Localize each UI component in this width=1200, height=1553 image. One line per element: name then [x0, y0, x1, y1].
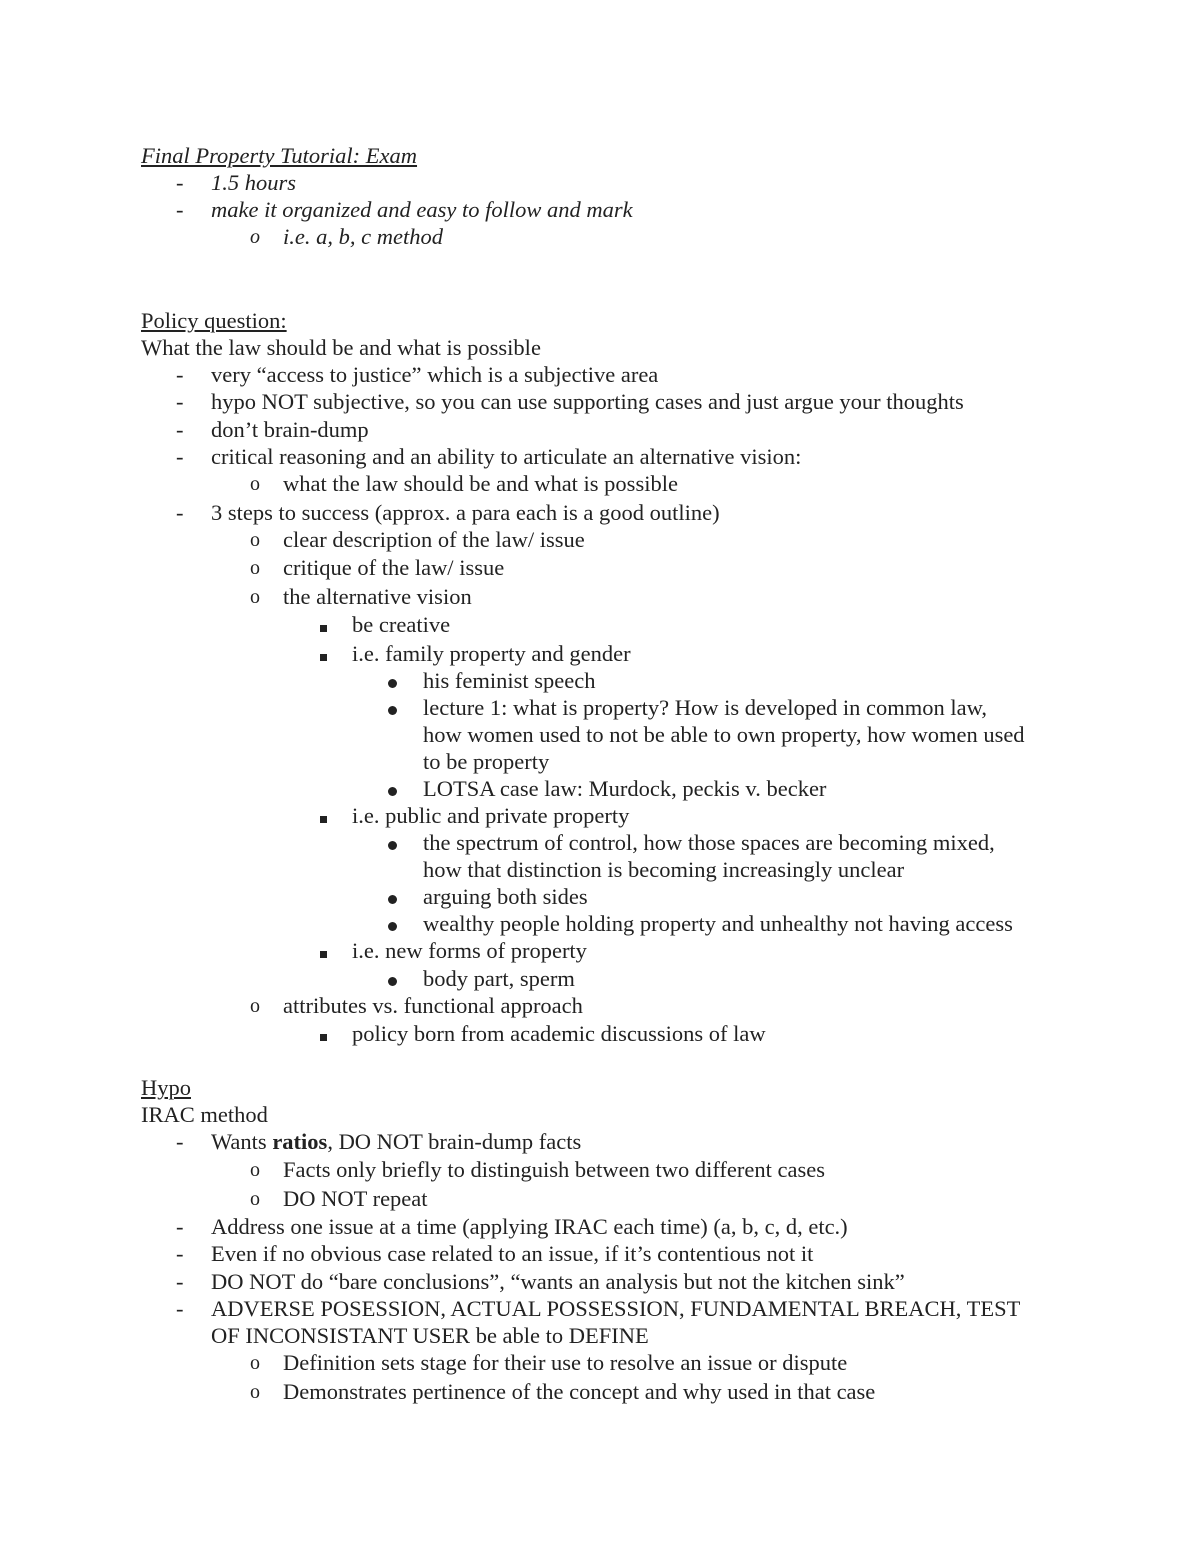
list-item: attributes vs. functional approach	[283, 993, 583, 1018]
square-bullet	[320, 802, 327, 830]
list-item: arguing both sides	[423, 884, 588, 909]
dash-bullet: -	[176, 1296, 184, 1321]
section-lead: IRAC method	[141, 1102, 268, 1127]
list-item: DO NOT repeat	[283, 1186, 428, 1211]
list-item: wealthy people holding property and unhealthy not having access	[423, 911, 1013, 936]
list-item: 1.5 hours	[211, 170, 297, 195]
list-item-wants-ratios	[211, 1128, 581, 1156]
wants-suffix: , DO NOT brain-dump facts	[327, 1129, 582, 1154]
round-bullet	[388, 910, 397, 938]
list-item: what the law should be and what is possible	[283, 471, 678, 496]
circle-bullet: o	[250, 1381, 260, 1403]
list-item: hypo NOT subjective, so you can use supporting cases and just argue your thoughts	[211, 389, 964, 414]
dash-bullet: -	[176, 362, 184, 387]
list-item: Demonstrates pertinence of the concept and why used in that case	[283, 1379, 876, 1404]
list-item: make it organized and easy to follow and mark	[211, 197, 633, 222]
list-item: the alternative vision	[283, 584, 472, 609]
circle-bullet: o	[250, 473, 260, 495]
list-item: his feminist speech	[423, 668, 596, 693]
list-item: don’t brain-dump	[211, 417, 369, 442]
round-bullet	[388, 667, 397, 695]
list-item: Address one issue at a time (applying IRAC each time) (a, b, c, d, etc.)	[211, 1214, 848, 1239]
list-item-continuation: how women used to not be able to own property, how women used	[423, 722, 1025, 747]
dash-bullet: -	[176, 1129, 184, 1154]
list-item: Facts only briefly to distinguish between two different cases	[283, 1157, 825, 1182]
list-item-continuation: to be property	[423, 749, 550, 774]
circle-bullet: o	[250, 1188, 260, 1210]
circle-bullet: o	[250, 1352, 260, 1374]
list-item: i.e. a, b, c method	[283, 224, 443, 249]
dash-bullet: -	[176, 197, 184, 222]
list-item: lecture 1: what is property? How is developed in common law,	[423, 695, 988, 720]
round-bullet	[388, 829, 397, 857]
square-bullet	[320, 1020, 327, 1048]
dash-bullet: -	[176, 170, 184, 195]
list-item: body part, sperm	[423, 966, 575, 991]
round-bullet	[388, 965, 397, 993]
list-item: i.e. new forms of property	[352, 938, 587, 963]
round-bullet	[388, 775, 397, 803]
list-item: clear description of the law/ issue	[283, 527, 585, 552]
dash-bullet: -	[176, 1269, 184, 1294]
circle-bullet: o	[250, 226, 260, 248]
dash-bullet: -	[176, 500, 184, 525]
list-item: be creative	[352, 612, 451, 637]
square-bullet	[320, 640, 327, 668]
square-bullet	[320, 611, 327, 639]
section-heading-hypo: Hypo	[141, 1075, 191, 1100]
section-lead: What the law should be and what is possible	[141, 335, 541, 360]
document-title: Final Property Tutorial: Exam	[141, 143, 418, 168]
dash-bullet: -	[176, 1241, 184, 1266]
wants-prefix: Wants	[211, 1129, 273, 1154]
dash-bullet: -	[176, 1214, 184, 1239]
list-item-continuation: OF INCONSISTANT USER be able to DEFINE	[211, 1323, 649, 1348]
list-item: i.e. family property and gender	[352, 641, 631, 666]
round-bullet	[388, 883, 397, 911]
list-item: policy born from academic discussions of law	[352, 1021, 766, 1046]
list-item: ADVERSE POSESSION, ACTUAL POSSESSION, FUNDAMENTAL BREACH, TEST	[211, 1296, 1021, 1321]
section-heading-policy: Policy question:	[141, 308, 287, 333]
circle-bullet: o	[250, 586, 260, 608]
list-item: DO NOT do “bare conclusions”, “wants an analysis but not the kitchen sink”	[211, 1269, 905, 1294]
square-bullet	[320, 937, 327, 965]
list-item: Definition sets stage for their use to resolve an issue or dispute	[283, 1350, 848, 1375]
circle-bullet: o	[250, 995, 260, 1017]
circle-bullet: o	[250, 1159, 260, 1181]
list-item: critique of the law/ issue	[283, 555, 505, 580]
circle-bullet: o	[250, 557, 260, 579]
list-item: 3 steps to success (approx. a para each is a good outline)	[211, 500, 720, 525]
list-item: the spectrum of control, how those spaces are becoming mixed,	[423, 830, 995, 855]
circle-bullet: o	[250, 529, 260, 551]
wants-bold: ratios	[272, 1129, 328, 1154]
dash-bullet: -	[176, 389, 184, 414]
list-item: very “access to justice” which is a subjective area	[211, 362, 659, 387]
list-item: critical reasoning and an ability to articulate an alternative vision:	[211, 444, 802, 469]
round-bullet	[388, 694, 397, 722]
list-item: LOTSA case law: Murdock, peckis v. becker	[423, 776, 827, 801]
list-item-continuation: how that distinction is becoming increasingly unclear	[423, 857, 905, 882]
list-item: i.e. public and private property	[352, 803, 630, 828]
dash-bullet: -	[176, 444, 184, 469]
dash-bullet: -	[176, 417, 184, 442]
list-item: Even if no obvious case related to an issue, if it’s contentious not it	[211, 1241, 814, 1266]
